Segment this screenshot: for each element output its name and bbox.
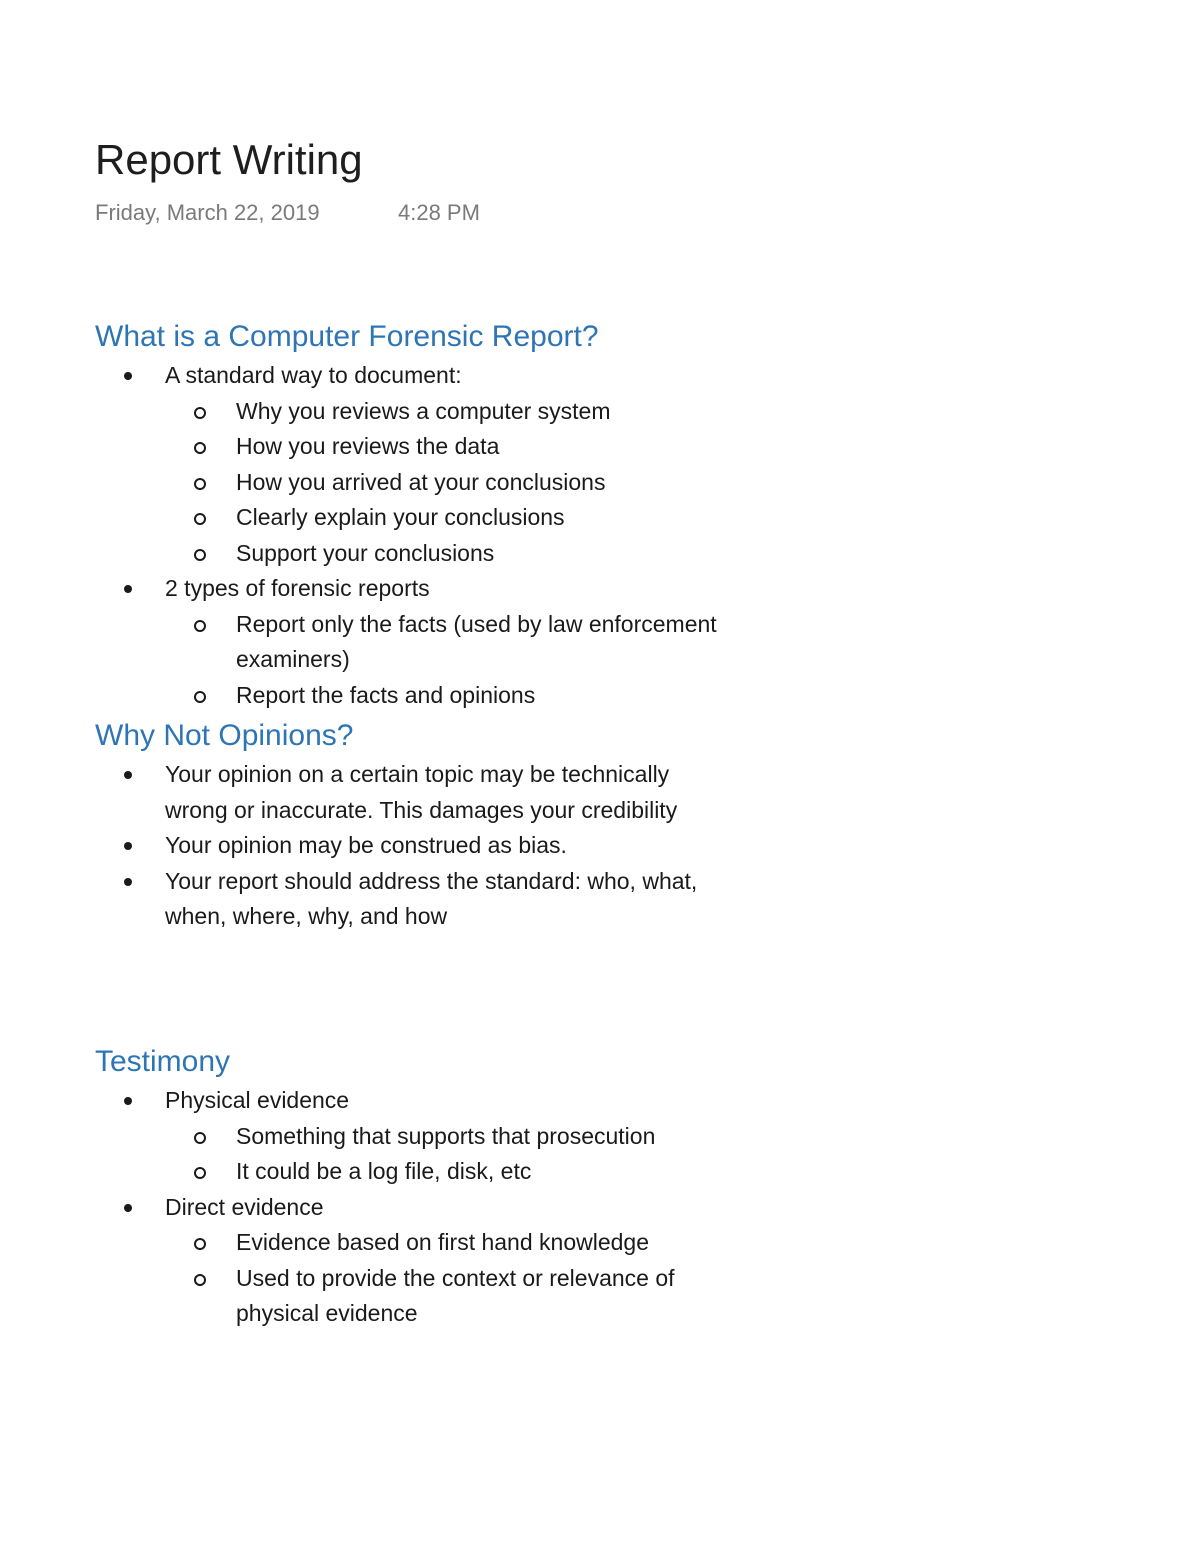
section-heading: Why Not Opinions? — [95, 719, 354, 752]
sub-list-item-text: Report the facts and opinions — [236, 681, 536, 708]
list-item-text: Your opinion may be construed as bias. — [165, 832, 567, 858]
bullet-icon — [124, 878, 132, 886]
list-item — [95, 757, 725, 828]
list-item — [95, 828, 725, 864]
sub-list-item — [95, 500, 726, 536]
bullet-icon — [124, 372, 132, 380]
section-computer-forensic-report — [95, 318, 775, 713]
hollow-bullet-icon — [194, 407, 206, 419]
bullet-list — [95, 1083, 775, 1332]
sub-list-item-text: How you arrived at your conclusions — [236, 468, 606, 495]
list-item — [95, 571, 725, 607]
page-title: Report Writing — [95, 136, 363, 183]
hollow-bullet-icon — [194, 549, 206, 561]
list-item — [95, 358, 725, 394]
section-why-not-opinions — [95, 717, 775, 935]
list-item — [95, 1190, 725, 1226]
hollow-bullet-icon — [194, 1132, 206, 1144]
bullet-icon — [124, 771, 132, 779]
hollow-bullet-icon — [194, 1238, 206, 1250]
hollow-bullet-icon — [194, 1167, 206, 1179]
hollow-bullet-icon — [194, 478, 206, 490]
section-heading: What is a Computer Forensic Report? — [95, 320, 599, 353]
sub-list-item — [95, 536, 726, 572]
bullet-icon — [124, 1097, 132, 1105]
list-item-text: Direct evidence — [165, 1193, 324, 1220]
hollow-bullet-icon — [194, 513, 206, 525]
note-time: 4:28 PM — [398, 200, 480, 225]
sub-list-item — [95, 1225, 726, 1261]
sub-list-item — [95, 1261, 726, 1332]
sub-list-item — [95, 607, 726, 678]
sub-list-item-text: Why you reviews a computer system — [236, 397, 611, 424]
sub-list-item-text: Clearly explain your conclusions — [236, 504, 565, 530]
bullet-list — [95, 358, 775, 713]
sub-list-item-text: How you reviews the data — [236, 433, 500, 459]
list-item-text: 2 types of forensic reports — [165, 575, 430, 601]
sub-list-item-text: It could be a log file, disk, etc — [236, 1158, 532, 1184]
list-item-text: Physical evidence — [165, 1087, 350, 1113]
sub-list-item — [95, 465, 726, 501]
hollow-bullet-icon — [194, 691, 206, 703]
hollow-bullet-icon — [194, 1274, 206, 1286]
section-testimony — [95, 1043, 775, 1332]
sub-list-item-text: Report only the facts (used by law enforcement examiners) — [236, 610, 717, 672]
bullet-icon — [124, 842, 132, 850]
list-item-text: A standard way to document: — [165, 362, 462, 388]
note-date: Friday, March 22, 2019 — [95, 200, 320, 225]
sub-list-item — [95, 1119, 726, 1155]
section-heading: Testimony — [95, 1045, 231, 1078]
sub-list-item — [95, 678, 726, 714]
sub-list-item-text: Something that supports that prosecution — [236, 1122, 656, 1149]
hollow-bullet-icon — [194, 442, 206, 454]
sub-list-item-text: Evidence based on first hand knowledge — [236, 1229, 650, 1255]
sub-list-item-text: Support your conclusions — [236, 539, 495, 566]
sub-list-item-text: Used to provide the context or relevance of physical evidence — [236, 1264, 675, 1326]
list-item — [95, 864, 725, 935]
list-item-text: Your opinion on a certain topic may be technically wrong or inaccurate. This damages your credibility — [165, 761, 678, 823]
list-item-text: Your report should address the standard: who, what, when, where, why, and how — [165, 867, 698, 929]
bullet-icon — [124, 585, 132, 593]
bullet-icon — [124, 1204, 132, 1212]
sub-list-item — [95, 429, 726, 465]
bullet-list — [95, 757, 775, 935]
hollow-bullet-icon — [194, 620, 206, 632]
sub-list-item — [95, 1154, 726, 1190]
sub-list-item — [95, 394, 726, 430]
list-item — [95, 1083, 725, 1119]
